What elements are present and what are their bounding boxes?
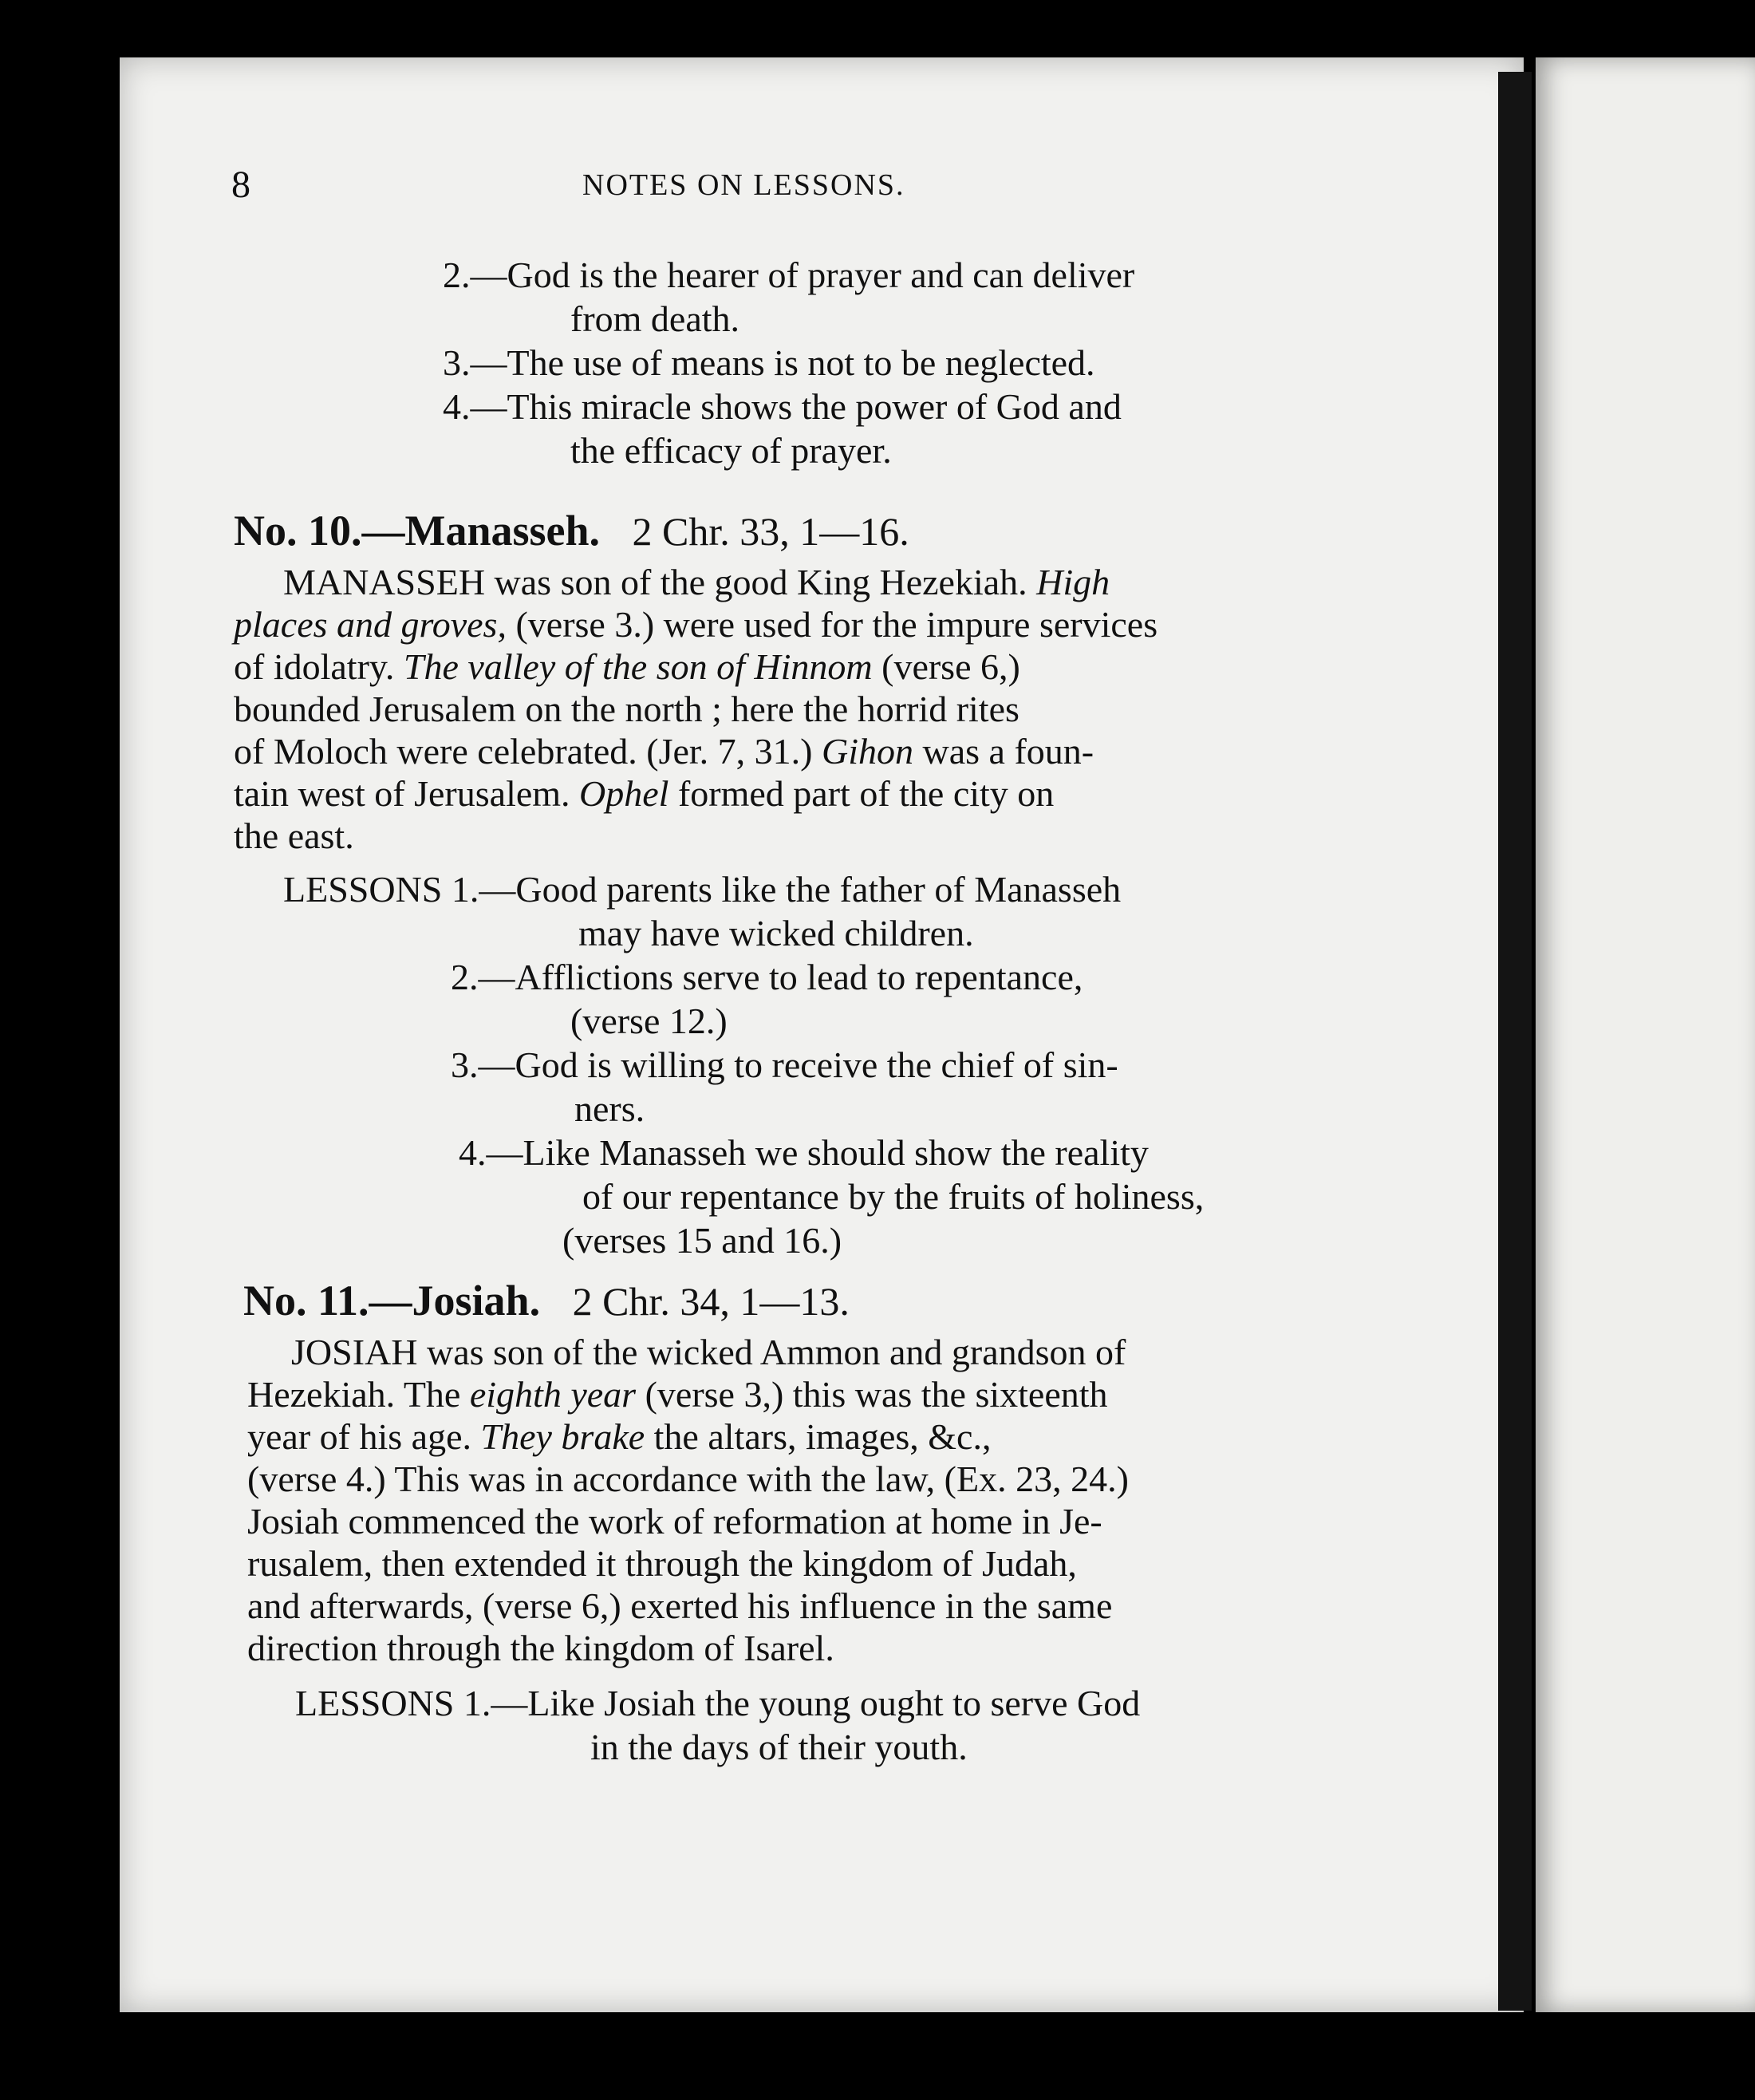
lesson-item: 4.—Like Manasseh we should show the reality <box>459 1132 1149 1173</box>
paragraph-line: tain west of Jerusalem. Ophel formed part of the city on <box>234 773 1055 814</box>
paragraph-line: and afterwards, (verse 6,) exerted his influence in the same <box>247 1585 1113 1626</box>
paragraph-line: (verse 4.) This was in accordance with the law, (Ex. 23, 24.) <box>247 1459 1129 1499</box>
paragraph-line: Hezekiah. The eighth year (verse 3,) this was the sixteenth <box>247 1374 1108 1415</box>
section-heading: No. 10.—Manasseh. 2 Chr. 33, 1—16. <box>234 507 909 555</box>
lesson-item: 4.—This miracle shows the power of God and <box>443 386 1122 427</box>
lesson-item: 2.—Afflictions serve to lead to repentance, <box>451 957 1083 997</box>
paragraph-line: the east. <box>234 815 354 856</box>
paragraph-line: bounded Jerusalem on the north ; here the horrid rites <box>234 689 1019 729</box>
paragraph-line: places and groves, (verse 3.) were used for the impure services <box>234 604 1158 645</box>
lesson-item: 2.—God is the hearer of prayer and can deliver <box>443 255 1135 295</box>
lesson-item-cont: ners. <box>574 1088 645 1129</box>
lesson-item: 3.—The use of means is not to be neglected. <box>443 342 1095 383</box>
book-spine <box>1498 72 1532 2011</box>
paragraph-line: direction through the kingdom of Isarel. <box>247 1628 834 1668</box>
lesson-item-cont: of our repentance by the fruits of holiness, <box>582 1176 1205 1217</box>
lesson-item-cont: the efficacy of prayer. <box>570 430 892 471</box>
page-number: 8 <box>231 164 250 206</box>
lesson-item: LESSONS 1.—Good parents like the father of Manasseh <box>283 869 1122 910</box>
paragraph-line: JOSIAH was son of the wicked Ammon and grandson of <box>291 1332 1126 1372</box>
lessons-label: LESSONS <box>283 869 443 910</box>
lesson-item: 3.—God is willing to receive the chief of sin- <box>451 1044 1118 1085</box>
lesson-item: LESSONS 1.—Like Josiah the young ought to serve God <box>295 1683 1141 1723</box>
lessons-label: LESSONS <box>295 1683 455 1723</box>
lesson-item-cont: may have wicked children. <box>578 913 974 953</box>
page-header <box>231 163 1348 207</box>
paragraph-line: MANASSEH was son of the good King Hezekiah. High <box>283 562 1110 602</box>
paragraph-line: of idolatry. The valley of the son of Hinnom (verse 6,) <box>234 646 1020 687</box>
running-head: NOTES ON LESSONS. <box>582 168 905 202</box>
section-heading: No. 11.—Josiah. 2 Chr. 34, 1—13. <box>243 1277 850 1324</box>
facing-page <box>1536 57 1755 2012</box>
paragraph-line: of Moloch were celebrated. (Jer. 7, 31.) Gihon was a foun- <box>234 731 1094 772</box>
paragraph-line: rusalem, then extended it through the kingdom of Judah, <box>247 1543 1077 1584</box>
lesson-item-cont: (verse 12.) <box>570 1001 728 1041</box>
lesson-item-cont: (verses 15 and 16.) <box>562 1220 842 1261</box>
paragraph-line: Josiah commenced the work of reformation at home in Je- <box>247 1501 1102 1541</box>
paragraph-line: year of his age. They brake the altars, images, &c., <box>247 1416 992 1457</box>
lesson-item-cont: in the days of their youth. <box>590 1727 968 1767</box>
lesson-item-cont: from death. <box>570 298 740 339</box>
